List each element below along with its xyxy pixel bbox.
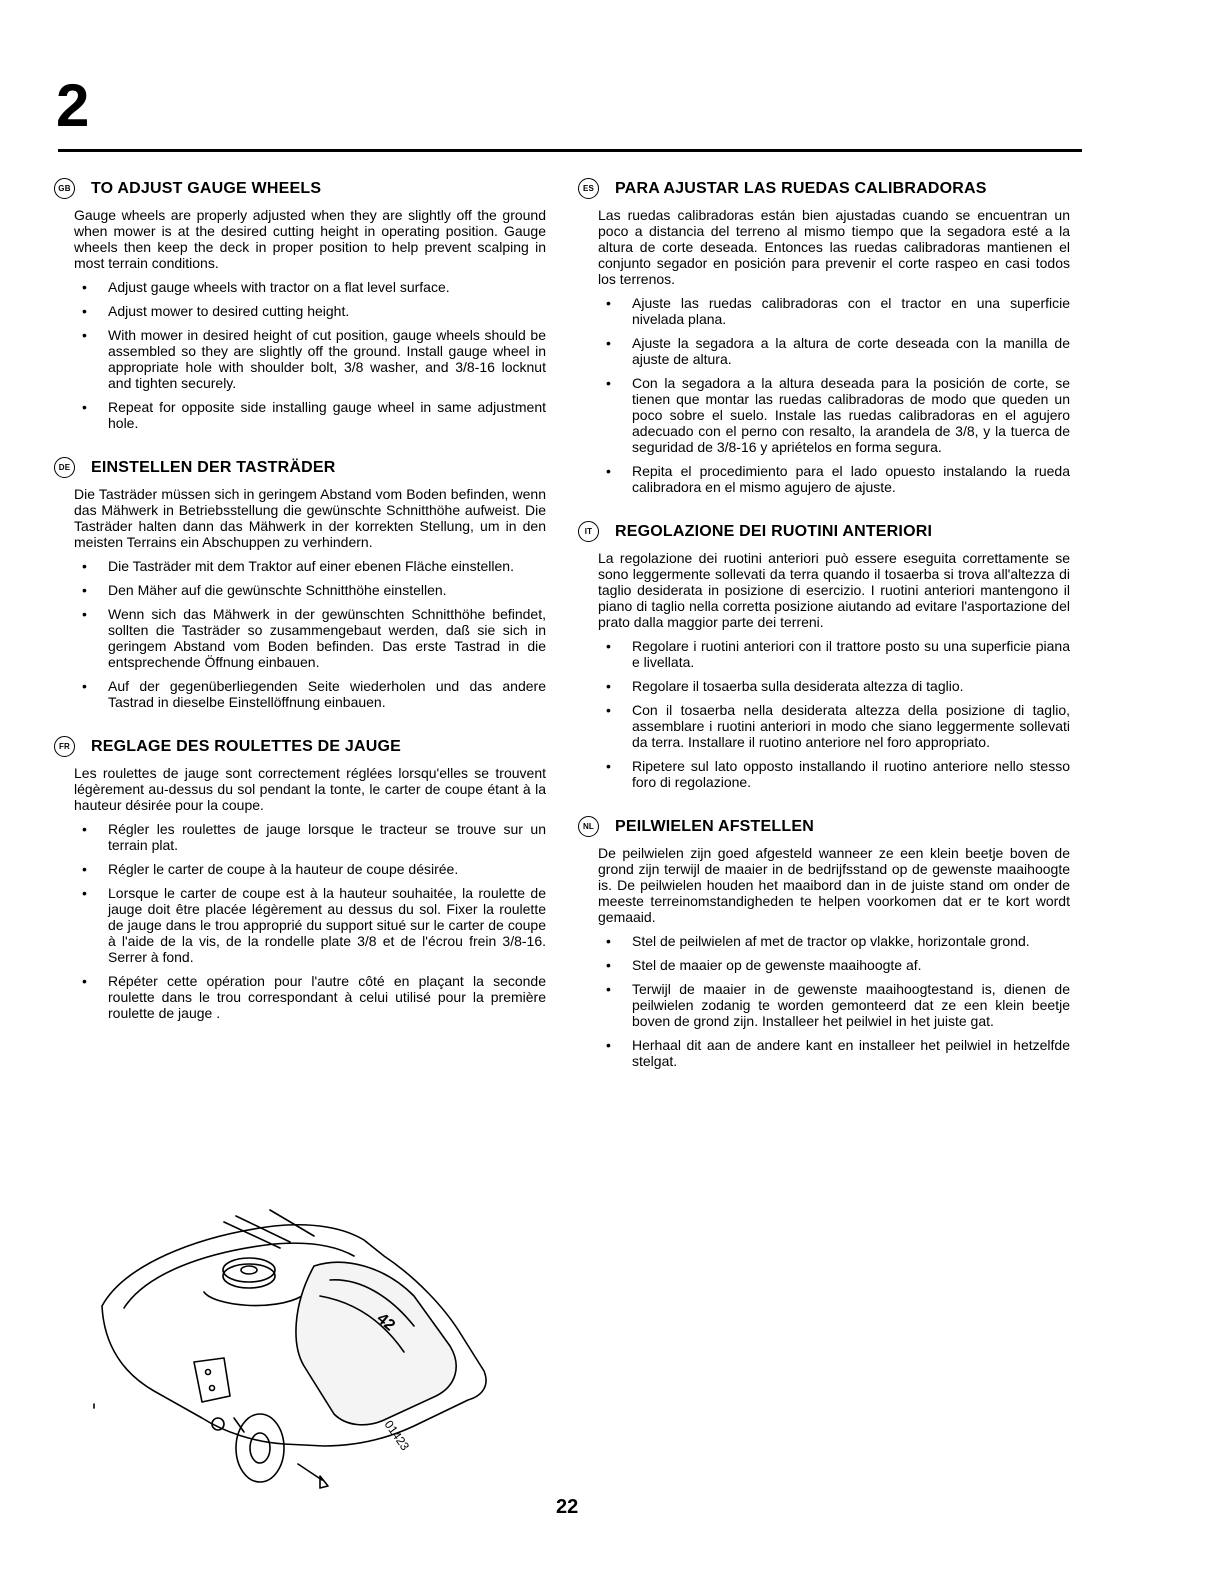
list-item-text: Regolare i ruotini anteriori con il trattore posto su una superficie piana e livellata. [632,638,1070,670]
list-item [74,678,546,710]
bullet-list [74,279,546,431]
chapter-number: 2 [56,72,90,139]
shoulder-bolt [298,1464,322,1480]
list-item-text: Repita el procedimiento para el lado opuesto instalando la rueda calibradora en el mismo agujero de ajuste. [632,463,1070,495]
bullet-list [598,638,1070,790]
deck-label: 42 [373,1310,398,1335]
list-item [74,558,546,574]
list-item [598,335,1070,367]
bullet-icon: • [606,981,611,997]
bullet-icon: • [606,678,611,694]
bullet-icon: • [82,399,87,415]
section-nl [582,816,1070,1069]
section-gb [58,178,546,431]
list-item [74,303,546,319]
list-item [598,638,1070,670]
list-item [598,375,1070,455]
list-item [74,279,546,295]
bullet-icon: • [606,1037,611,1053]
bullet-list [74,821,546,1021]
bullet-icon: • [82,973,87,989]
section-heading [578,521,1070,542]
bullet-list [74,558,546,710]
heading-text: PARA AJUSTAR LAS RUEDAS CALIBRADORAS [615,179,987,197]
section-de [58,457,546,710]
right-column [582,178,1070,1095]
bullet-icon: • [606,335,611,351]
bullet-icon: • [606,295,611,311]
bullet-icon: • [82,327,87,343]
section-heading [54,457,546,478]
bullet-icon: • [82,303,87,319]
list-item-text: Lorsque le carter de coupe est à la hauteur souhaitée, la roulette de jauge doit être placée légèrement au dessus du sol. Fixer la roulette de jauge dans le trou approprié du support situé sur le carter de coupe à l'aide de la vis, de la rondelle plate 3/8 et de l'écrou frein 3/8-16. Serrer à fond. [108,885,546,965]
list-item-text: Den Mäher auf die gewünschte Schnitthöhe einstellen. [108,582,447,598]
heading-text: REGLAGE DES ROULETTES DE JAUGE [91,737,402,755]
bullet-icon: • [82,821,87,837]
list-item-text: Herhaal dit aan de andere kant en installeer het peilwiel in hetzelfde stelgat. [632,1037,1070,1069]
bullet-icon: • [82,885,87,901]
list-item-text: Ajuste las ruedas calibradoras con el tractor en una superficie nivelada plana. [632,295,1070,327]
list-item-text: Die Tasträder mit dem Traktor auf einer ebenen Fläche einstellen. [108,558,514,574]
list-item-text: Stel de maaier op de gewenste maaihoogte af. [632,957,922,973]
language-badge-icon: FR [54,736,75,757]
list-item [598,933,1070,949]
belt-cover [296,1262,456,1425]
list-item-text: Ripetere sul lato opposto installando il ruotino anteriore nello stesso foro di regolazione. [632,758,1070,790]
diagram-code: 01423 [381,1417,413,1454]
bullet-icon: • [82,861,87,877]
intro-paragraph: Die Tasträder müssen sich in geringem Abstand vom Boden befinden, wenn das Mähwerk in Betriebsstellung die gewünschte Schnitthöhe aufweist. Die Tasträder halten dann das Mähwerk in der korrekten Stellung, um in den meisten Terrains ein Abschuppen zu verhindern. [74,486,546,550]
spindle-pulley [223,1264,275,1288]
list-item-text: Con la segadora a la altura deseada para la posición de corte, se tienen que montar las ruedas calibradoras de modo que queden un poco sobre el suelo. Instale las ruedas calibradoras en el agujero adecuado con el perno con resalto, la arandela de 3/8, y la tuerca de seguridad de 3/8-16 y apriételos en forma segura. [632,375,1070,455]
section-fr [58,736,546,1021]
gauge-wheel [236,1414,284,1482]
gauge-wheel-bracket [194,1358,230,1402]
bullet-icon: • [82,279,87,295]
section-heading [54,178,546,199]
list-item [598,702,1070,750]
list-item-text: Repeat for opposite side installing gauge wheel in same adjustment hole. [108,399,546,431]
list-item [74,885,546,965]
list-item [74,582,546,598]
intro-paragraph: Gauge wheels are properly adjusted when they are slightly off the ground when mower is at the desired cutting height in operating position. Gauge wheels then keep the deck in proper position to help prevent scalping in most terrain conditions. [74,207,546,271]
bullet-icon: • [606,375,611,391]
list-item [74,399,546,431]
language-badge-icon: GB [54,178,75,199]
section-heading [578,178,1070,199]
bullet-list [598,933,1070,1069]
bullet-list [598,295,1070,495]
list-item [598,1037,1070,1069]
language-badge-icon: ES [578,178,599,199]
language-badge-icon: NL [578,816,599,837]
list-item [598,758,1070,790]
page-number: 22 [556,1496,579,1518]
section-heading [54,736,546,757]
list-item [74,973,546,1021]
bullet-icon: • [82,678,87,694]
list-item-text: Régler les roulettes de jauge lorsque le tracteur se trouve sur un terrain plat. [108,821,546,853]
list-item [74,327,546,391]
list-item [74,861,546,877]
list-item-text: With mower in desired height of cut position, gauge wheels should be assembled so they are slightly off the ground. Install gauge wheel in appropriate hole with shoulder bolt, 3/8 washer, and 3/8-16 locknut and tighten securely. [108,327,546,391]
list-item-text: Adjust gauge wheels with tractor on a flat level surface. [108,279,450,295]
list-item [74,606,546,670]
header-rule [58,149,1082,152]
list-item-text: Stel de peilwielen af met de tractor op vlakke, horizontale grond. [632,933,1030,949]
bullet-icon: • [606,702,611,718]
heading-text: PEILWIELEN AFSTELLEN [615,817,814,835]
list-item-text: Adjust mower to desired cutting height. [108,303,350,319]
list-item-text: Regolare il tosaerba sulla desiderata altezza di taglio. [632,678,964,694]
bullet-icon: • [606,933,611,949]
bullet-icon: • [606,758,611,774]
left-column [58,178,546,1047]
bullet-icon: • [82,606,87,622]
heading-text: REGOLAZIONE DEI RUOTINI ANTERIORI [615,522,933,540]
list-item-text: Terwijl de maaier in de gewenste maaihoogtestand is, dienen de peilwielen zodanig te worden gemonteerd dat ze een klein beetje boven de grond zijn. Installeer het peilwiel in het juiste gat. [632,981,1070,1029]
list-item [598,678,1070,694]
heading-text: EINSTELLEN DER TASTRÄDER [91,458,336,476]
intro-paragraph: La regolazione dei ruotini anteriori può essere eseguita correttamente se sono leggermente sollevati da terra quando il tosaerba si trova all'altezza di taglio desiderata in posizione di esercizio. I ruotini anteriori mantengono il piano di taglio nella corretta posizione aiutando ad evitare l'asportazione del prato dalla maggior parte dei terreni. [598,550,1070,630]
list-item-text: Ajuste la segadora a la altura de corte deseada con la manilla de ajuste de altura. [632,335,1070,367]
list-item [598,295,1070,327]
intro-paragraph: De peilwielen zijn goed afgesteld wanneer ze een klein beetje boven de grond zijn terwijl de maaier in de bedrijfsstand op de gewenste maaihoogte is. De peilwielen houden het maaibord dan in de juiste stand om onder de meeste terreinomstandigheden te helpen voorkomen dat er te kort wordt gemaaid. [598,845,1070,925]
bullet-icon: • [606,957,611,973]
bullet-icon: • [606,463,611,479]
list-item [74,821,546,853]
bullet-icon: • [82,582,87,598]
intro-paragraph: Les roulettes de jauge sont correctement réglées lorsqu'elles se trouvent légèrement au-dessus du sol pendant la tonte, le carter de coupe étant à la hauteur désirée pour la coupe. [74,765,546,813]
list-item-text: Auf der gegenüberliegenden Seite wiederholen und das andere Tastrad in dieselbe Einstellöffnung einbauen. [108,678,546,710]
list-item [598,981,1070,1029]
gauge-wheel-illustration [84,1196,504,1496]
section-it [584,521,1070,790]
list-item-text: Wenn sich das Mähwerk in der gewünschten Schnitthöhe befindet, sollten die Tasträder so zusammengebaut werden, daß sie sich in geringem Abstand vom Boden befinden. Das erste Tastrad in die entsprechende Öffnung einbauen. [108,606,546,670]
section-es [582,178,1070,495]
heading-text: TO ADJUST GAUGE WHEELS [91,179,322,197]
language-badge-icon: IT [578,521,599,542]
language-badge-icon: DE [54,457,75,478]
list-item [598,957,1070,973]
list-item-text: Répéter cette opération pour l'autre côté en plaçant la seconde roulette dans le trou correspondant à celui utilisé pour la première roulette de jauge . [108,973,546,1021]
intro-paragraph: Las ruedas calibradoras están bien ajustadas cuando se encuentran un poco a distancia del terreno al mismo tiempo que la segadora esté a la altura de corte deseada. Entonces las ruedas calibradoras mantienen el conjunto segador en posición para prevenir el corte raspeo en casi todos los terrenos. [598,207,1070,287]
list-item-text: Con il tosaerba nella desiderata altezza della posizione di taglio, assemblare i ruotini anteriori in modo che siano leggermente sollevati da terra. Installare il ruotino anteriore nel foro appropriato. [632,702,1070,750]
section-heading [578,816,1070,837]
bullet-icon: • [82,558,87,574]
bullet-icon: • [606,638,611,654]
list-item-text: Régler le carter de coupe à la hauteur de coupe désirée. [108,861,459,877]
list-item [598,463,1070,495]
